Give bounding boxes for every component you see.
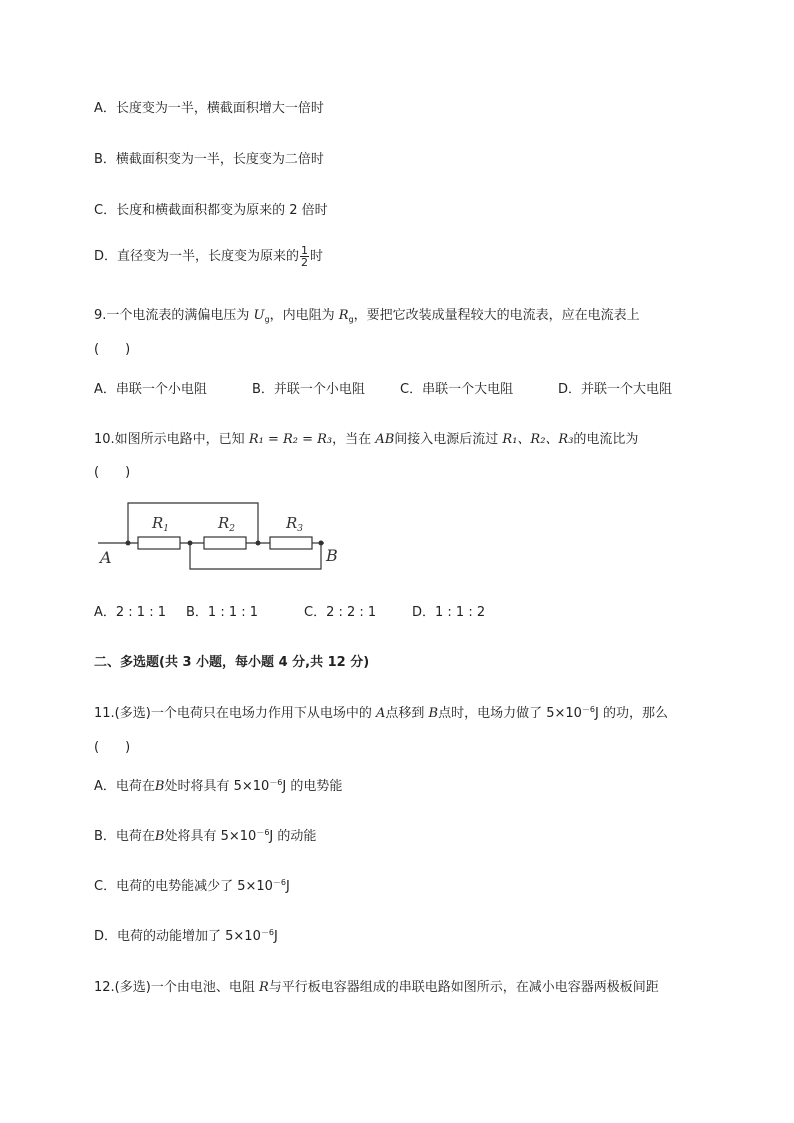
section-title: 二、多选题(共 3 小题，每小题 4 分,共 12 分) bbox=[94, 655, 370, 670]
junction-node-3 bbox=[256, 541, 261, 546]
q11-text-1: 11.(多选)一个电荷只在电场力作用下从电场中的 bbox=[94, 706, 372, 721]
q11-a-point: B bbox=[154, 779, 165, 794]
q11-stem bbox=[94, 702, 668, 721]
q9-options bbox=[94, 378, 672, 397]
label-b: B bbox=[326, 546, 338, 565]
q11-c-exponent: －6 bbox=[272, 878, 287, 887]
junction-node-4 bbox=[319, 541, 324, 546]
q8-option-d-suffix: 时 bbox=[310, 249, 324, 264]
fraction-denominator: 2 bbox=[301, 256, 309, 269]
q11-a-text-2: 处时将具有 5×10 bbox=[164, 779, 270, 794]
q9-text-1: 9.一个电流表的满偏电压为 bbox=[94, 308, 250, 323]
q9-answer-paren: ( ) bbox=[94, 342, 131, 357]
label-r2: $R_2$ bbox=[218, 514, 236, 534]
q10-option-b: B．1 : 1 : 1 bbox=[186, 605, 259, 620]
q9-resistance-subscript: g bbox=[348, 315, 354, 324]
q8-option-b: B．横截面积变为一半，长度变为二倍时 bbox=[94, 152, 324, 167]
q11-exponent: －6 bbox=[581, 705, 596, 714]
q11-point-a: A bbox=[375, 706, 386, 721]
fraction-numerator: 1 bbox=[301, 244, 309, 257]
q11-d-text-2: J bbox=[273, 929, 278, 944]
q11-d-text-1: D．电荷的动能增加了 5×10 bbox=[94, 929, 261, 944]
q8-option-d bbox=[94, 245, 323, 268]
q12-resistor-symbol: R bbox=[258, 980, 269, 995]
q9-option-a: A．串联一个小电阻 bbox=[94, 382, 207, 397]
q11-a-exponent: －6 bbox=[269, 778, 283, 787]
resistor-r1 bbox=[138, 537, 180, 549]
q10-text-2: ，当在 bbox=[332, 432, 372, 447]
q8-option-c: C．长度和横截面积都变为原来的 2 倍时 bbox=[94, 203, 328, 218]
q11-option-c bbox=[94, 875, 290, 894]
q11-b-text-3: J 的动能 bbox=[269, 829, 317, 844]
q11-b-text-2: 处将具有 5×10 bbox=[164, 829, 257, 844]
label-a: A bbox=[100, 548, 112, 567]
q11-d-exponent: －6 bbox=[260, 928, 274, 937]
q11-a-text-3: J 的电势能 bbox=[282, 779, 343, 794]
junction-node-2 bbox=[188, 541, 193, 546]
q11-text-2: 点移到 bbox=[385, 706, 425, 721]
q10-stem bbox=[94, 428, 638, 447]
q11-point-b: B bbox=[428, 706, 439, 721]
q10-text-3: 间接入电源后流过 bbox=[394, 432, 499, 447]
resistor-r3 bbox=[270, 537, 312, 549]
q12-stem bbox=[94, 976, 659, 995]
q9-option-c: C．串联一个大电阻 bbox=[400, 382, 514, 397]
q10-option-c: C．2 : 2 : 1 bbox=[304, 605, 377, 620]
q10-option-a: A．2 : 1 : 1 bbox=[94, 605, 166, 620]
q11-option-d bbox=[94, 925, 278, 944]
q11-b-text-1: B．电荷在 bbox=[94, 829, 155, 844]
q9-text-2: ，内电阻为 bbox=[269, 308, 335, 323]
circuit-diagram bbox=[96, 497, 346, 577]
junction-node-1 bbox=[126, 541, 131, 546]
q12-text-2: 与平行板电容器组成的串联电路如图所示，在减小电容器两极板间距 bbox=[268, 980, 659, 995]
resistor-r2 bbox=[204, 537, 246, 549]
q8-option-d-prefix: D．直径变为一半，长度变为原来的 bbox=[94, 249, 300, 264]
q11-b-exponent: －6 bbox=[256, 828, 270, 837]
q10-text-4: 的电流比为 bbox=[573, 432, 639, 447]
q9-option-b: B．并联一个小电阻 bbox=[252, 382, 365, 397]
q9-option-d: D．并联一个大电阻 bbox=[558, 382, 673, 397]
q9-text-3: ，要把它改装成量程较大的电流表，应在电流表上 bbox=[353, 308, 640, 323]
label-r1: $R_1$ bbox=[152, 514, 170, 534]
q9-voltage-symbol: U bbox=[253, 308, 265, 323]
q12-text-1: 12.(多选)一个由电池、电阻 bbox=[94, 980, 255, 995]
q11-c-text-2: J bbox=[286, 879, 290, 894]
q11-text-3: 点时，电场力做了 5×10 bbox=[438, 706, 582, 721]
q9-stem bbox=[94, 304, 640, 324]
q11-a-text-1: A．电荷在 bbox=[94, 779, 155, 794]
q10-text-1: 10.如图所示电路中，已知 bbox=[94, 432, 245, 447]
q11-b-point: B bbox=[154, 829, 165, 844]
q9-voltage-subscript: g bbox=[264, 315, 270, 324]
q11-c-text-1: C．电荷的电势能减少了 5×10 bbox=[94, 879, 273, 894]
label-r3: $R_3$ bbox=[286, 514, 304, 534]
q10-resistors: R₁、R₂、R₃ bbox=[502, 432, 574, 447]
q9-resistance-symbol: R bbox=[338, 308, 349, 323]
fraction-one-half bbox=[300, 245, 309, 268]
q11-option-a bbox=[94, 775, 342, 794]
q11-answer-paren: ( ) bbox=[94, 740, 131, 755]
q10-option-d: D．1 : 1 : 2 bbox=[412, 605, 486, 620]
q10-answer-paren: ( ) bbox=[94, 465, 131, 480]
q11-text-4: J 的功，那么 bbox=[595, 706, 668, 721]
q10-ab-label: AB bbox=[375, 432, 395, 447]
q10-options bbox=[94, 601, 485, 620]
q10-equation: R₁ = R₂ = R₃ bbox=[248, 432, 333, 447]
q11-option-b bbox=[94, 825, 316, 844]
q8-option-a: A．长度变为一半，横截面积增大一倍时 bbox=[94, 101, 324, 116]
